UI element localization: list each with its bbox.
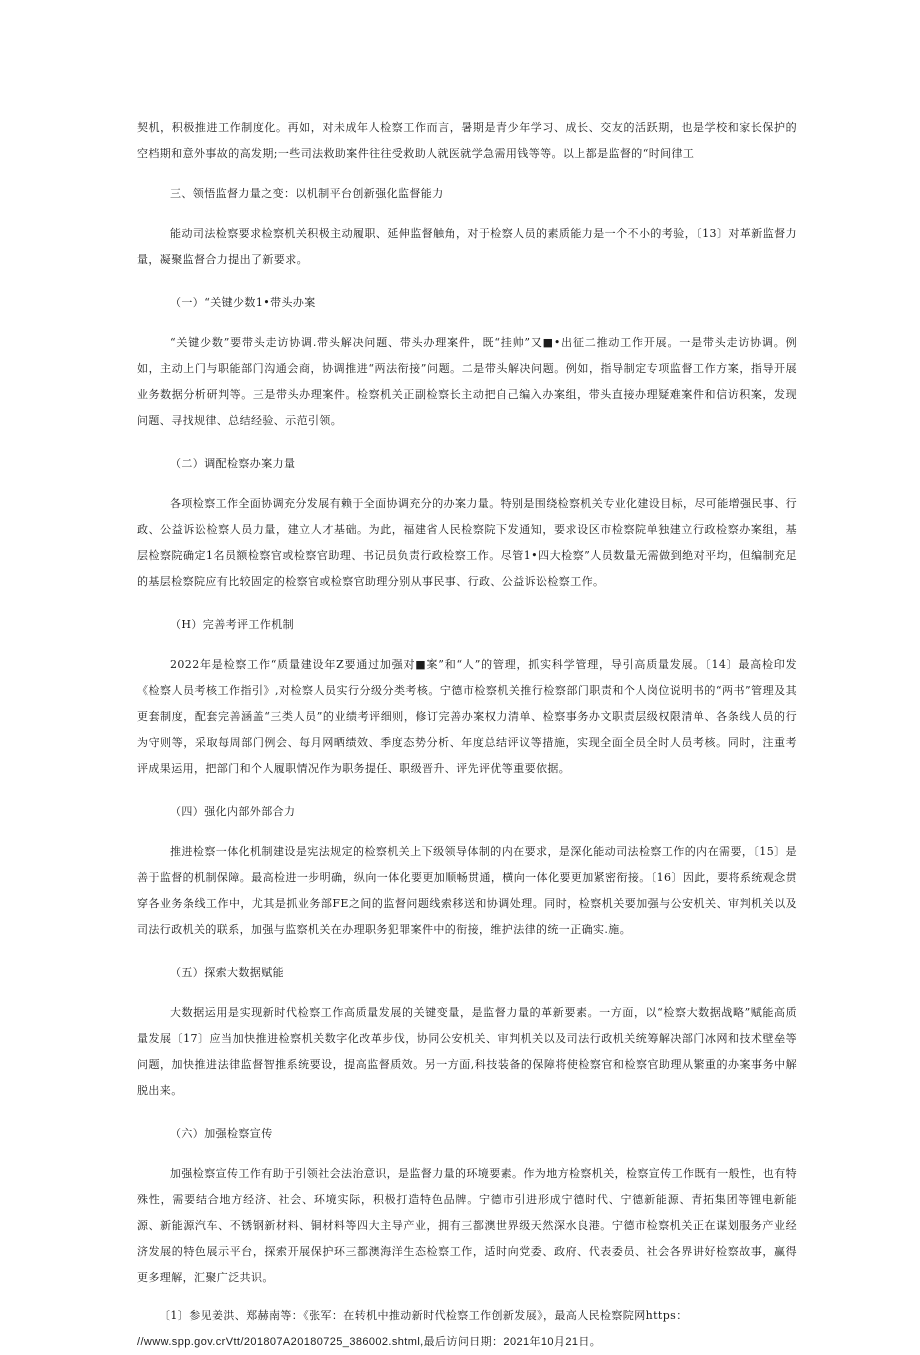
paragraph-evaluation: 2022年是检察工作“质量建设年Z要通过加强对■案”和“人”的管理，抓实科学管理，导引高质量发展。〔14〕最高检印发《检察人员考核工作指引》,对检察人员实行分级分类考核。宁德市检察机关推行检察部门职责和个人岗位说明书的“两书”管理及其更套制度，配套完善涵盖“三类人员”的业绩考评细则，修订完善办案权力清单、检察事务办文职责层级权限清单、各条线人员的行为守则等，采取每周部门例会、每月网晒绩效、季度态势分析、年度总结评议等措施，实现全面全员全时人员考核。同时，注重考评成果运用，把部门和个人履职情况作为职务提任、职级晋升、评先评优等重要依据。 [137,658,797,775]
subheading-case-force: （二）调配检察办案力量 [170,457,296,470]
paragraph-big-data: 大数据运用是实现新时代检察工作高质量发展的关键变量，是监督力量的革新要素。一方面，以“检察大数据战略”赋能高质量发展〔17〕应当加快推进检察机关数字化改革步伐，协同公安机关、审判机关以及司法行政机关统筹解决部门冰网和技术壁垒等问题，加快推进法律监督智推系统要设，提高监督质效。另一方面,科技装备的保障将使检察官和检察官助理从繁重的办案事务中解脱出来。 [137,1006,797,1097]
paragraph-time-law: 契机，积极推进工作制度化。再如，对未成年人检察工作而言，暑期是青少年学习、成长、交友的活跃期，也是学校和家长保护的空档期和意外事故的高发期;一些司法救助案件往往受救助人就医就学急需用钱等等。以上都是监督的“时间律工 [137,121,797,160]
paragraph-case-force: 各项检察工作全面协调充分发展有赖于全面协调充分的办案力量。特别是围绕检察机关专业化建设目标，尽可能增强民事、行政、公益诉讼检察人员力量，建立人才基础。为此，福建省人民检察院下发通知，要求设区市检察院单独建立行政检察办案组，基层检察院确定1名员额检察官或检察官助理、书记员负责行政检察工作。尽管1•四大检察”人员数量无需做到绝对平均，但编制充足的基层检察院应有比较固定的检察官或检察官助理分别从事民事、行政、公益诉讼检察工作。 [137,497,797,588]
subheading-evaluation: （H）完善考评工作机制 [170,618,294,631]
paragraph-key-minority: “关键少数”要带头走访协调.带头解决问题、带头办理案件，既“挂帅”又■•出征二推动工作开展。一是带头走访协调。例如，主动上门与职能部门沟通会商，协调推进“两法衔接”问题。二是带头解决问题。例如，指导制定专项监督工作方案，指导开展业务数据分析研判等。三是带头办理案件。检察机关正副检察长主动把自己编入办案组，带头直接办理疑难案件和信访积案，发现问题、寻找规律、总结经验、示范引领。 [137,336,797,427]
subheading-publicity: （六）加强检察宣传 [170,1127,273,1140]
footnote: 〔1〕参见姜洪、郑赫南等：《张军：在转机中推动新时代检察工作创新发展》，最高人民检察院网https： [159,1309,688,1322]
paragraph-synergy: 推进检察一体化机制建设是宪法规定的检察机关上下级领导体制的内在要求，是深化能动司法检察工作的内在需要，〔15〕是善于监督的机制保障。最高检进一步明确，纵向一体化要更加顺畅贯通，横向一体化要更加紧密衔接。〔16〕因此，要将系统观念贯穿各业务条线工作中，尤其是抓业务部FE之间的监督问题线索移送和协调处理。同时，检察机关要加强与公安机关、审判机关以及司法行政机关的联系，加强与监察机关在办理职务犯罪案件中的衔接，维护法律的统一正确实.施。 [137,845,797,936]
subheading-synergy: （四）强化内部外部合力 [170,805,296,818]
paragraph-supervision-capacity: 能动司法检察要求检察机关积极主动履职、延伸监督触角，对于检察人员的素质能力是一个不小的考验，〔13〕对革新监督力量，凝聚监督合力提出了新要求。 [137,227,797,266]
subheading-key-minority: （一）“关键少数1•带头办案 [170,296,316,309]
section-heading-three: 三、领悟监督力量之变：以机制平台创新强化监督能力 [170,187,444,200]
footnote-url: //www.spp.gov.crVtt/201807A20180725_386002.shtml,最后访问日期：2021年10月21日。 [137,1336,602,1348]
document-body [137,115,797,1355]
paragraph-publicity: 加强检察宣传工作有助于引领社会法治意识，是监督力量的环境要素。作为地方检察机关，检察宣传工作既有一般性，也有特殊性，需要结合地方经济、社会、环境实际，积极打造特色品牌。宁德市引进形成宁德时代、宁德新能源、青拓集团等锂电新能源、新能源汽车、不锈钢新材料、铜材料等四大主导产业，拥有三都澳世界级天然深水良港。宁德市检察机关正在谋划服务产业经济发展的特色展示平台，探索开展保护环三都澳海洋生态检察工作，适时向党委、政府、代表委员、社会各界讲好检察故事，赢得更多理解，汇聚广泛共识。 [137,1167,797,1284]
subheading-big-data: （五）探索大数据赋能 [170,966,284,979]
